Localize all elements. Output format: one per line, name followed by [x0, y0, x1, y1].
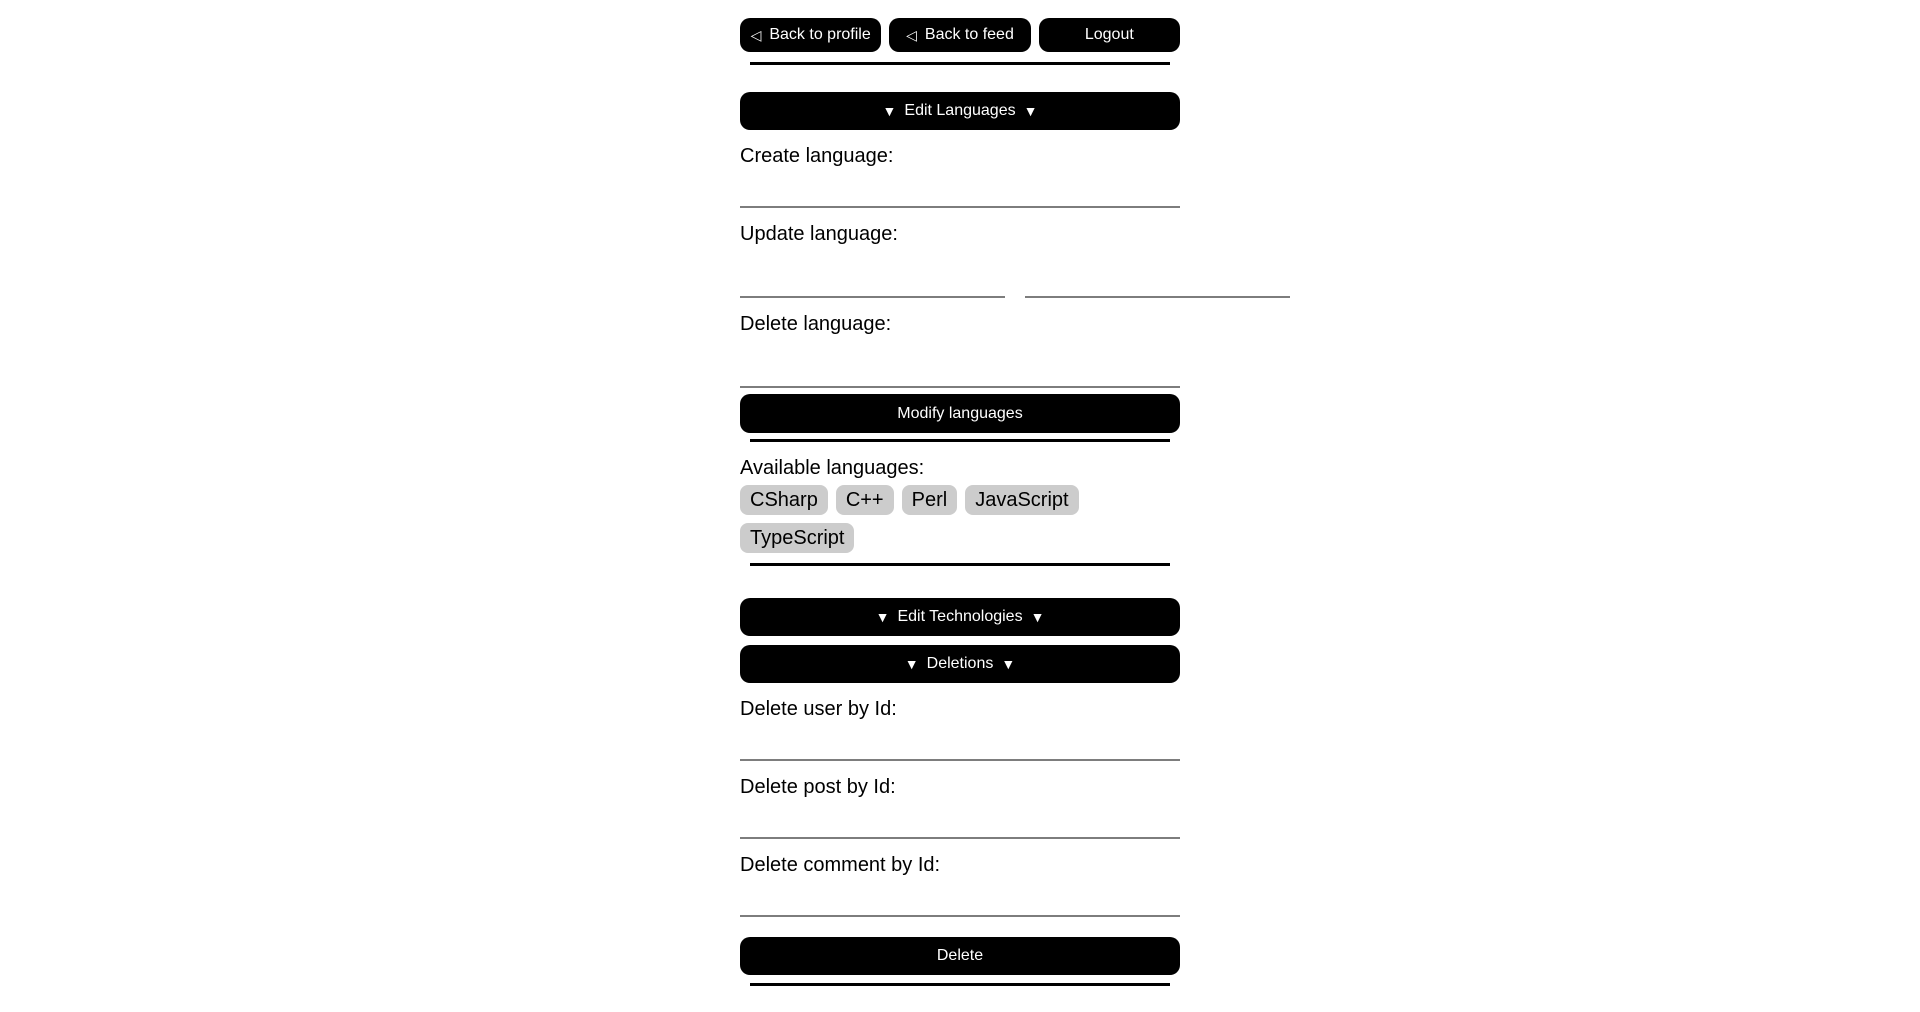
- create-language-input[interactable]: [740, 168, 1180, 208]
- caret-down-icon: ▼: [1030, 609, 1045, 625]
- delete-post-id-input[interactable]: [740, 799, 1180, 839]
- deletions-toggle[interactable]: [740, 645, 1180, 683]
- delete-comment-id-input[interactable]: [740, 877, 1180, 917]
- available-languages-label: Available languages:: [740, 457, 925, 479]
- delete-user-id-label: Delete user by Id:: [740, 698, 897, 720]
- back-to-feed-button[interactable]: [889, 18, 1030, 52]
- top-navigation: [740, 18, 1180, 52]
- edit-technologies-label: Edit Technologies: [897, 608, 1023, 625]
- divider: [750, 62, 1170, 65]
- logout-button[interactable]: [1039, 18, 1180, 52]
- language-chip[interactable]: Perl: [902, 485, 958, 515]
- caret-down-icon: ▼: [1001, 656, 1016, 672]
- create-language-label: Create language:: [740, 145, 894, 167]
- language-chip[interactable]: TypeScript: [740, 523, 854, 553]
- available-languages-list: [740, 485, 1180, 553]
- delete-language-input[interactable]: [740, 348, 1180, 388]
- divider: [750, 439, 1170, 442]
- admin-panel: [740, 0, 1180, 986]
- back-triangle-icon: ◁: [906, 27, 917, 43]
- back-to-profile-label: Back to profile: [769, 26, 871, 43]
- delete-user-id-input[interactable]: [740, 721, 1180, 761]
- deletions-label: Deletions: [926, 655, 994, 672]
- logout-label: Logout: [1084, 26, 1134, 43]
- delete-button-label: Delete: [936, 947, 984, 964]
- edit-languages-toggle[interactable]: [740, 92, 1180, 130]
- caret-down-icon: ▼: [882, 103, 897, 119]
- back-to-feed-label: Back to feed: [924, 26, 1014, 43]
- language-chip[interactable]: C++: [836, 485, 894, 515]
- back-to-profile-button[interactable]: [740, 18, 881, 52]
- update-language-row: [740, 258, 1180, 298]
- caret-down-icon: ▼: [904, 656, 919, 672]
- back-triangle-icon: ◁: [750, 27, 762, 43]
- language-chip[interactable]: CSharp: [740, 485, 828, 515]
- modify-languages-button[interactable]: [740, 394, 1180, 433]
- language-chip[interactable]: JavaScript: [965, 485, 1078, 515]
- update-language-label: Update language:: [740, 223, 898, 245]
- divider: [750, 983, 1170, 986]
- update-language-new-input[interactable]: [1025, 258, 1290, 298]
- delete-button[interactable]: [740, 937, 1180, 975]
- edit-languages-label: Edit Languages: [904, 102, 1016, 119]
- modify-languages-label: Modify languages: [897, 404, 1023, 422]
- caret-down-icon: ▼: [875, 609, 890, 625]
- divider: [750, 563, 1170, 566]
- delete-comment-id-label: Delete comment by Id:: [740, 854, 941, 876]
- caret-down-icon: ▼: [1023, 103, 1038, 119]
- update-language-old-input[interactable]: [740, 258, 1005, 298]
- edit-technologies-toggle[interactable]: [740, 598, 1180, 636]
- delete-post-id-label: Delete post by Id:: [740, 776, 896, 798]
- delete-language-label: Delete language:: [740, 313, 892, 335]
